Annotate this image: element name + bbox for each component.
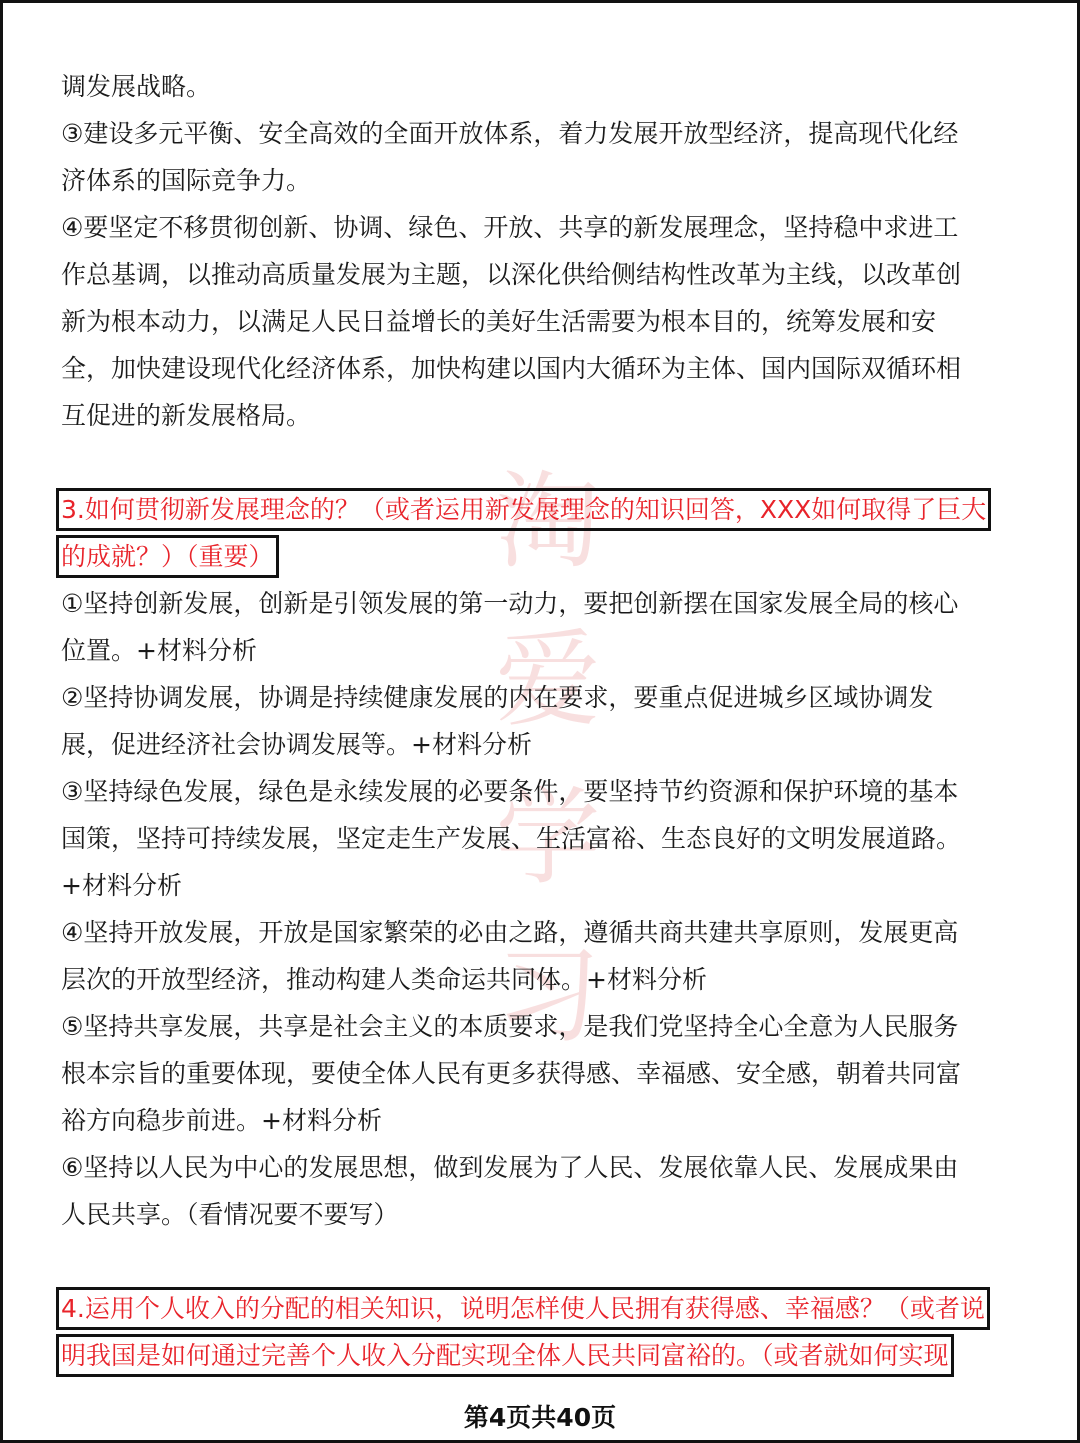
watermark-char: 习	[495, 935, 601, 1057]
section-4-heading: 4.运用个人收入的分配的相关知识，说明怎样使人民拥有获得感、幸福感？（或者说	[56, 1287, 990, 1330]
section-3-heading-row	[56, 533, 1021, 580]
text-line: ①坚持创新发展，创新是引领发展的第一动力，要把创新摆在国家发展全局的核心	[61, 589, 959, 618]
text-line: 全，加快建设现代化经济体系，加快构建以国内大循环为主体、国内国际双循环相	[61, 354, 962, 383]
spacer	[61, 439, 1021, 486]
section-4-heading-row	[56, 1285, 1021, 1332]
text-line: 层次的开放型经济，推动构建人类命运共同体。+材料分析	[61, 965, 707, 994]
section-4-heading: 明我国是如何通过完善个人收入分配实现全体人民共同富裕的。（或者就如何实现	[56, 1334, 954, 1377]
text-line: ②坚持协调发展，协调是持续健康发展的内在要求，要重点促进城乡区域协调发	[61, 683, 934, 712]
text-line: 人民共享。（看情况要不要写）	[61, 1200, 399, 1229]
page-number: 第4页共40页	[463, 1403, 617, 1432]
text-line: 国策，坚持可持续发展，坚定走生产发展、生活富裕、生态良好的文明发展道路。	[61, 824, 962, 853]
text-line: 调发展战略。	[61, 72, 212, 101]
page-content	[61, 63, 1021, 1379]
text-line: 根本宗旨的重要体现，要使全体人民有更多获得感、幸福感、安全感，朝着共同富	[61, 1059, 962, 1088]
text-line: ④要坚定不移贯彻创新、协调、绿色、开放、共享的新发展理念，坚持稳中求进工	[61, 213, 959, 242]
watermark-char: 淘	[495, 461, 601, 583]
watermark-char: 学	[495, 777, 601, 899]
watermark-char: 爱	[495, 619, 601, 741]
text-line: ④坚持开放发展，开放是国家繁荣的必由之路，遵循共商共建共享原则，发展更高	[61, 918, 959, 947]
text-line: +材料分析	[61, 871, 182, 900]
text-line: 位置。+材料分析	[61, 636, 257, 665]
section-3-heading-row	[56, 486, 1021, 533]
text-line: 互促进的新发展格局。	[61, 401, 312, 430]
section-3-heading: 3.如何贯彻新发展理念的？（或者运用新发展理念的知识回答，XXX如何取得了巨大	[56, 488, 991, 531]
text-line: ③坚持绿色发展，绿色是永续发展的必要条件，要坚持节约资源和保护环境的基本	[61, 777, 959, 806]
section-3-heading: 的成就？）（重要）	[56, 535, 279, 578]
text-line: 裕方向稳步前进。+材料分析	[61, 1106, 382, 1135]
text-line: ⑤坚持共享发展，共享是社会主义的本质要求，是我们党坚持全心全意为人民服务	[61, 1012, 959, 1041]
text-line: 济体系的国际竞争力。	[61, 166, 312, 195]
text-line: 展，促进经济社会协调发展等。+材料分析	[61, 730, 532, 759]
text-line: ③建设多元平衡、安全高效的全面开放体系，着力发展开放型经济，提高现代化经	[61, 119, 959, 148]
text-line: ⑥坚持以人民为中心的发展思想，做到发展为了人民、发展依靠人民、发展成果由	[61, 1153, 959, 1182]
text-line: 作总基调，以推动高质量发展为主题，以深化供给侧结构性改革为主线，以改革创	[61, 260, 962, 289]
text-line: 新为根本动力，以满足人民日益增长的美好生活需要为根本目的，统筹发展和安	[61, 307, 937, 336]
spacer	[61, 1238, 1021, 1285]
section-4-heading-row	[56, 1332, 1021, 1379]
